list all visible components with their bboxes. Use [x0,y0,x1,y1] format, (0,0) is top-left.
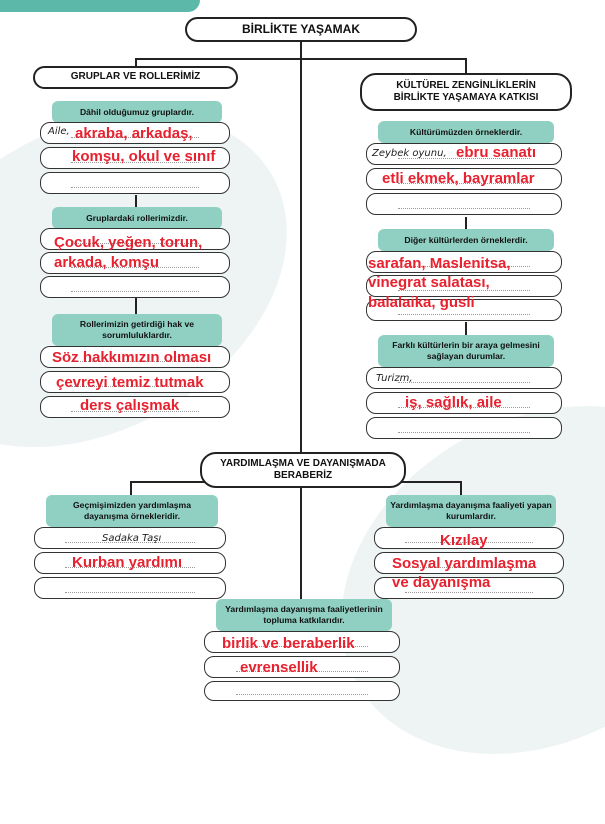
connector-line [135,298,137,314]
answer-text: evrensellik [240,659,318,676]
section-header: Kültürümüzden örneklerdir. [378,121,554,143]
section-header: Diğer kültürlerden örneklerdir. [378,229,554,251]
connector-line [465,217,467,229]
answer-text: balalaika, gusli [368,294,475,311]
handwritten-text: Aile, [48,126,70,137]
bottom-branch-title: YARDIMLAŞMA VE DAYANIŞMADA BERABERİZ [200,452,406,488]
right-branch-title: KÜLTÜREL ZENGİNLİKLERİN BİRLİKTE YAŞAMAYA KATKISI [360,73,572,111]
connector-line [135,58,465,60]
connector-line [465,322,467,335]
answer-text: sarafan, Maslenitsa, [368,255,511,272]
answer-slot [366,193,562,215]
connector-line [460,481,462,495]
answer-text: ebru sanatı [456,144,537,161]
section-header: Yardımlaşma dayanışma faaliyetlerinin topluma katkılarıdır. [216,599,392,631]
main-title: BİRLİKTE YAŞAMAK [185,17,417,42]
answer-text: Sosyal yardımlaşma [392,555,537,572]
answer-text: etli ekmek, bayramlar [382,170,535,187]
connector-line [130,481,132,495]
answer-text: ve dayanışma [392,574,491,591]
left-branch-title: GRUPLAR VE ROLLERİMİZ [33,66,238,89]
answer-text: çevreyi temiz tutmak [56,374,204,391]
connector-line [300,481,302,599]
answer-text: vinegrat salatası, [368,274,490,291]
answer-text: iş, sağlık, aile [405,394,502,411]
answer-text: arkada, komşu [54,254,160,271]
answer-slot [34,577,226,599]
answer-text: komşu, okul ve sınıf [72,148,216,165]
section-header: Geçmişimizden yardımlaşma dayanışma örnekleridir. [46,495,218,527]
section-header: Farklı kültürlerin bir araya gelmesini sağlayan durumlar. [378,335,554,367]
section-header: Dâhil olduğumuz gruplardır. [52,101,222,123]
answer-slot [204,681,400,701]
answer-text: Kurban yardımı [72,554,183,571]
section-header: Gruplardaki rollerimizdir. [52,207,222,229]
answer-text: akraba, arkadaş, [75,125,193,142]
answer-slot [40,172,230,194]
section-header: Yardımlaşma dayanışma faaliyeti yapan kurumlardır. [386,495,556,527]
handwritten-text: Sadaka Taşı [102,533,162,544]
answer-text: Söz hakkımızın olması [52,349,212,366]
answer-text: ders çalışmak [80,397,180,414]
answer-slot [40,276,230,298]
top-accent-band [0,0,200,12]
answer-text: birlik ve beraberlik [222,635,355,652]
answer-text: Çocuk, yeğen, torun, [54,234,203,251]
answer-slot [366,417,562,439]
section-header: Rollerimizin getirdiği hak ve sorumluluklardır. [52,314,222,346]
handwritten-text: Zeybek oyunu, [372,148,447,159]
connector-line [465,58,467,74]
answer-text: Kızılay [440,532,488,549]
connector-line [135,195,137,207]
connector-line [300,40,302,452]
handwritten-text: Turizm, [376,373,413,384]
